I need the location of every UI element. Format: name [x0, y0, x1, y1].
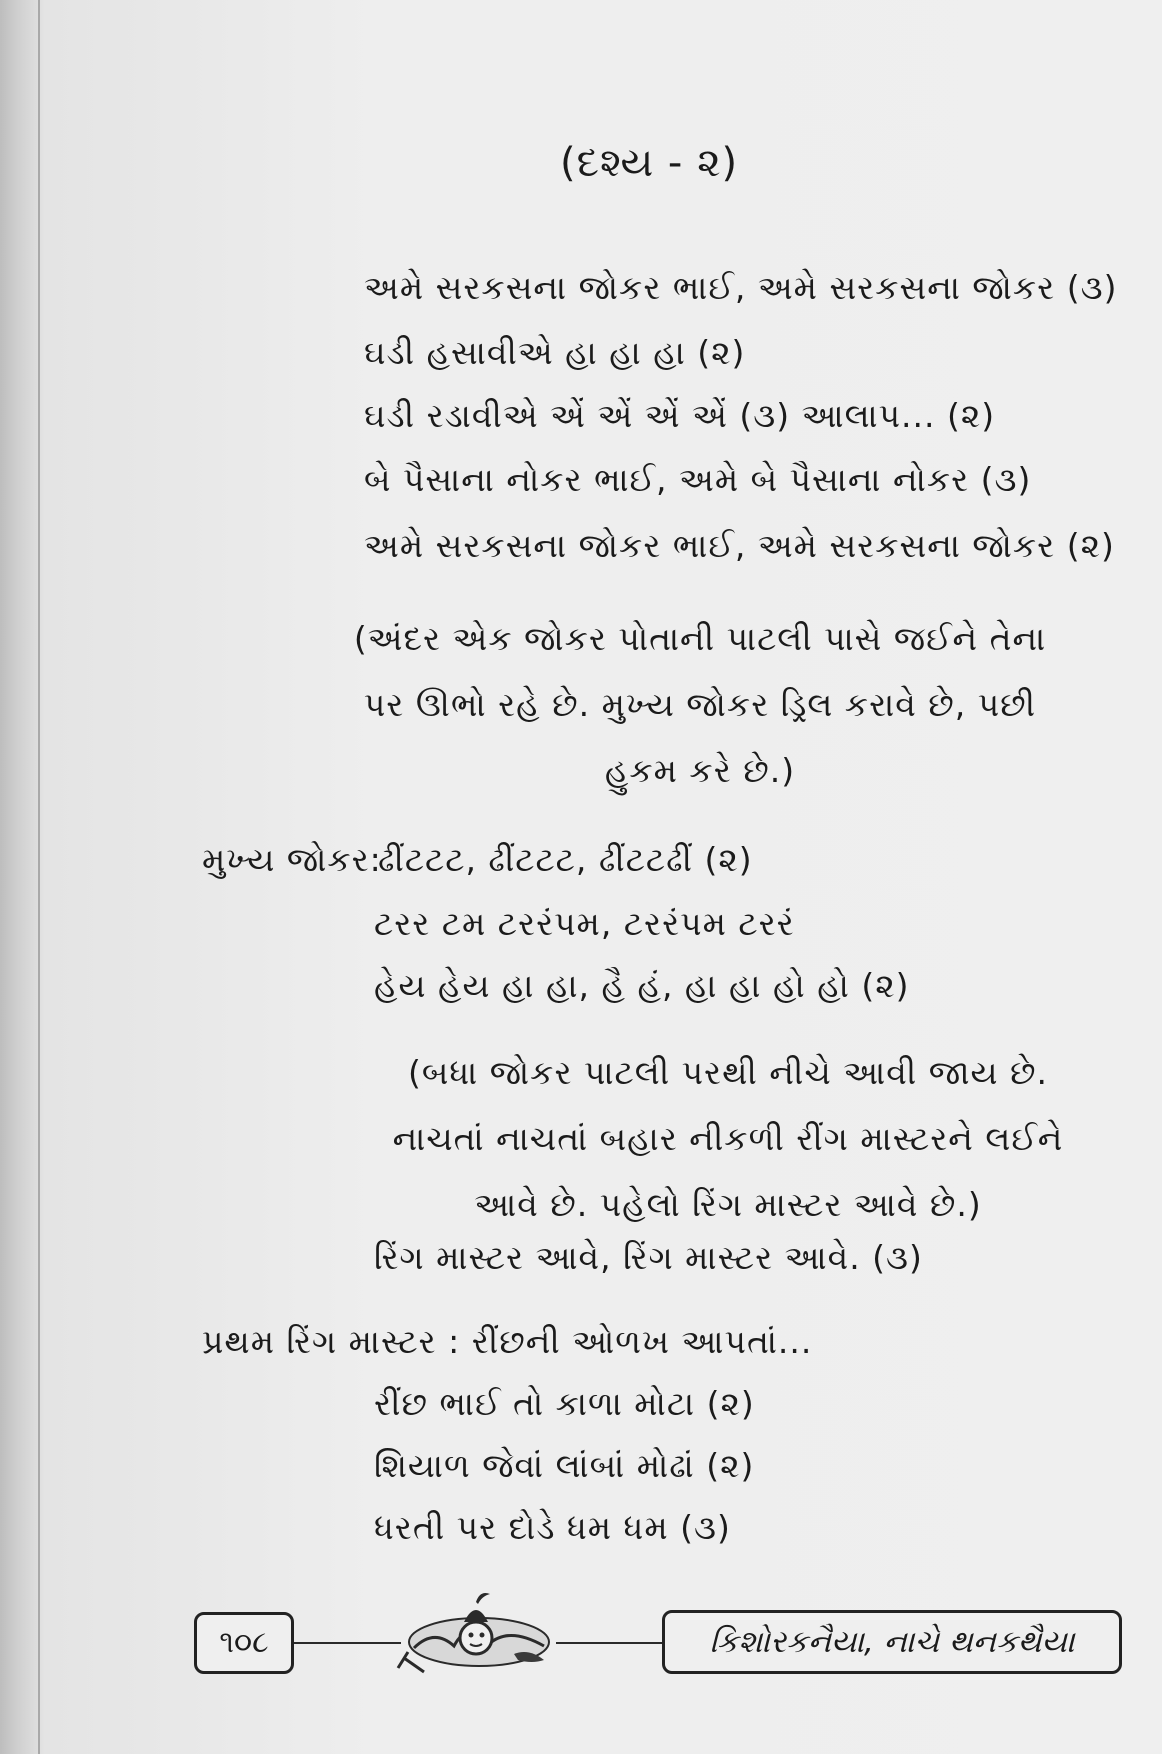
scene-heading: (દશ્ય - ૨) [560, 140, 739, 186]
page-binding-edge [0, 0, 44, 1754]
stage-direction-line: (અંદર એક જોકર પોતાની પાટલી પાસે જઈને તેના [353, 619, 1047, 658]
stage-direction-line: નાચતાં નાચતાં બહાર નીકળી રીંગ માસ્ટરને લઈને [392, 1119, 1064, 1158]
book-title: કિશોરકનૈયા, નાચે થનકથૈયા [662, 1610, 1122, 1674]
stage-direction-line: (બધા જોકર પાટલી પરથી નીચે આવી જાય છે. [407, 1053, 1049, 1092]
speaker-label: પ્રથમ રિંગ માસ્ટર : રીંછની ઓળખ આપતાં... [202, 1322, 813, 1361]
song-line: ઘડી રડાવીએ એં એં એં એં (૩) આલાપ... (૨) [364, 396, 996, 435]
speaker-label: મુખ્ય જોકર: [202, 840, 382, 879]
stage-direction-line: પર ઊભો રહે છે. મુખ્ય જોકર ડ્રિલ કરાવે છે, પછી [363, 685, 1037, 724]
stage-direction-line: હુકમ કરે છે.) [604, 751, 796, 790]
dialogue-line: શિયાળ જેવાં લાંબાં મોઢાં (૨) [374, 1446, 755, 1485]
dialogue-line: ટરર ટમ ટરરંપમ, ટરરંપમ ટરરં [374, 904, 795, 943]
dialogue-line: ઢીંટટટ, ઢીંટટટ, ઢીંટટઢીં (૨) [378, 840, 753, 879]
song-line: અમે સરકસના જોકર ભાઈ, અમે સરકસના જોકર (૩) [364, 268, 1118, 307]
song-line: અમે સરકસના જોકર ભાઈ, અમે સરકસના જોકર (૨) [364, 526, 1115, 565]
dialogue-line: હેય હેય હા હા, હૈ હં, હા હા હો હો (૨) [374, 966, 910, 1005]
page-number: ૧૦૮ [194, 1612, 294, 1674]
stage-direction-line: આવે છે. પહેલો રિંગ માસ્ટર આવે છે.) [474, 1185, 982, 1224]
footer-rule [556, 1642, 664, 1644]
song-line: બે પૈસાના નોકર ભાઈ, અમે બે પૈસાના નોકર (૩) [364, 460, 1032, 499]
ring-master-chorus: રિંગ માસ્ટર આવે, રિંગ માસ્ટર આવે. (૩) [374, 1238, 923, 1277]
dialogue-line: ધરતી પર દોડે ધમ ધમ (૩) [374, 1508, 731, 1547]
footer-rule [291, 1642, 401, 1644]
song-line: ઘડી હસાવીએ હા હા હા (૨) [364, 333, 746, 372]
book-page [44, 0, 1162, 1754]
dialogue-line: રીંછ ભાઈ તો કાળા મોટા (૨) [374, 1384, 755, 1423]
krishna-ornament-icon [394, 1588, 564, 1678]
